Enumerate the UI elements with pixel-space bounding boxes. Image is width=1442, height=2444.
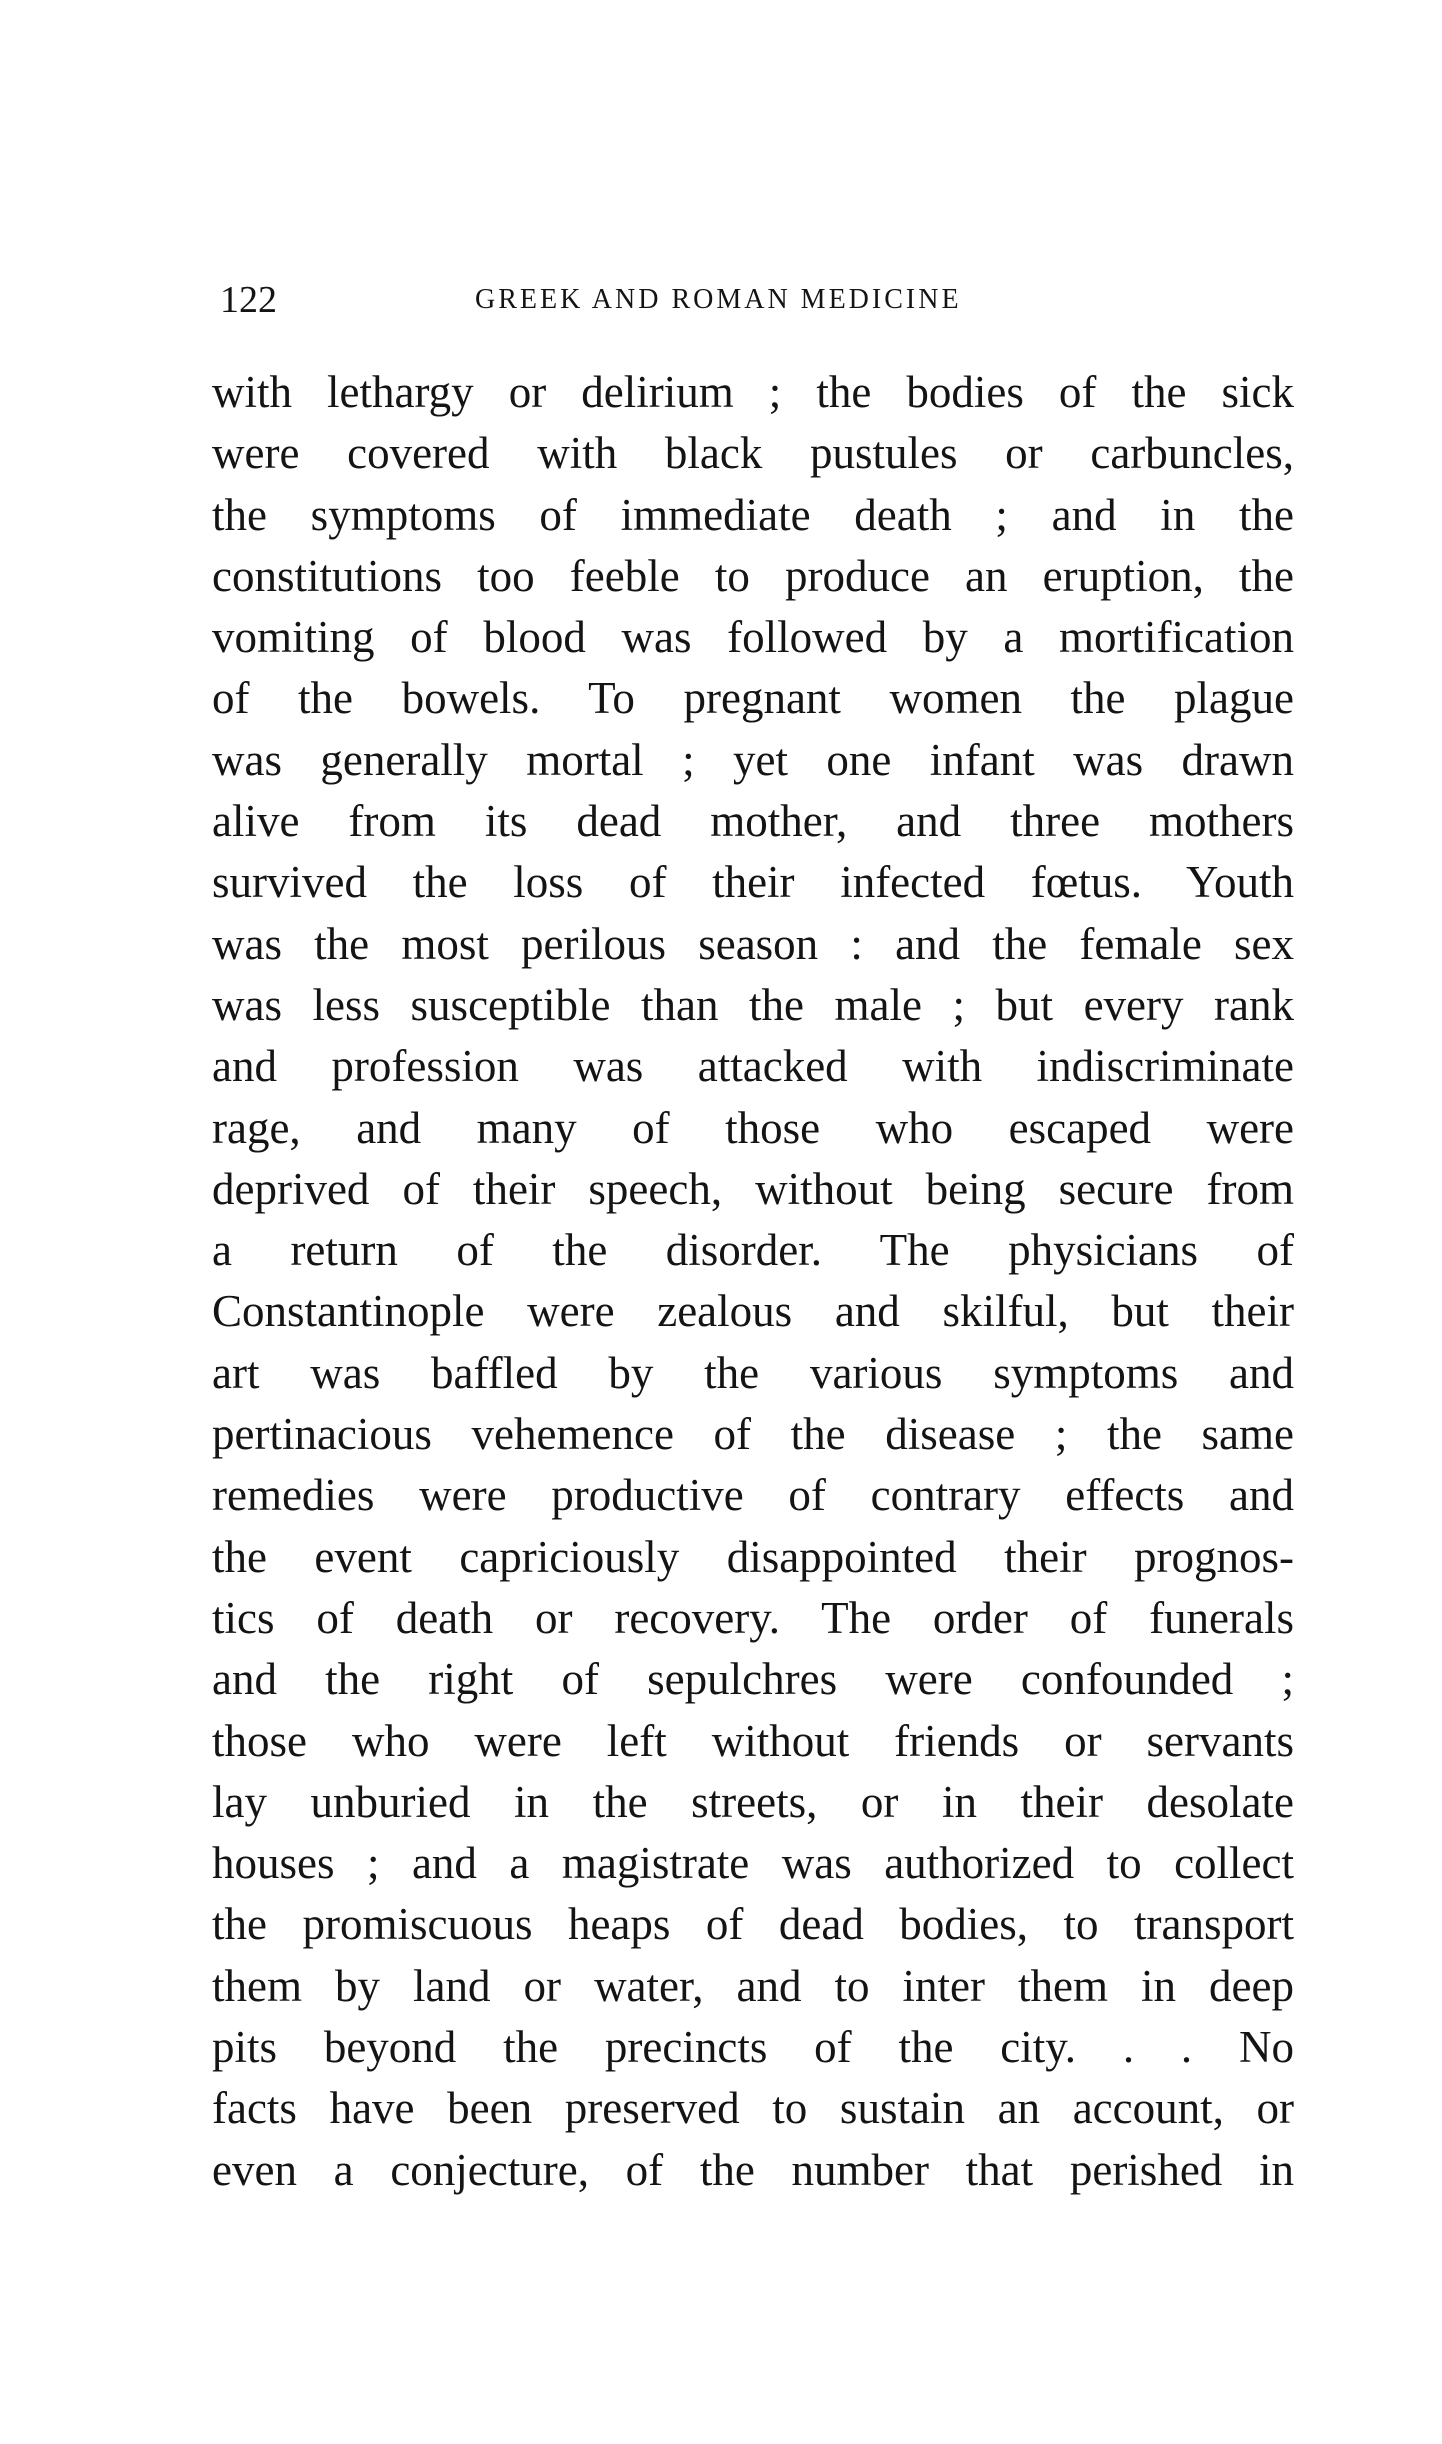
text-line: alive from its dead mother, and three mothers — [212, 796, 1294, 847]
text-line: with lethargy or delirium ; the bodies of the sick — [212, 367, 1294, 417]
text-line: houses ; and a magistrate was authorized to collect — [212, 1838, 1294, 1889]
text-line: remedies were productive of contrary effects and — [212, 1470, 1294, 1521]
page-number: 122 — [220, 279, 277, 321]
text-line: facts have been preserved to sustain an account, or — [212, 2083, 1294, 2134]
text-line: tics of death or recovery. The order of funerals — [212, 1592, 1294, 1643]
text-line: constitutions too feeble to produce an eruption, the — [212, 550, 1294, 601]
text-line: lay unburied in the streets, or in their desolate — [212, 1776, 1294, 1827]
text-line: Constantinople were zealous and skilful, but their — [212, 1286, 1294, 1337]
text-line: vomiting of blood was followed by a mortification — [212, 612, 1294, 663]
text-line: and profession was attacked with indiscriminate — [212, 1041, 1294, 1092]
text-line: was generally mortal ; yet one infant was drawn — [212, 734, 1294, 785]
text-line: art was baffled by the various symptoms and — [212, 1347, 1294, 1398]
text-line: a return of the disorder. The physicians of — [212, 1225, 1294, 1276]
text-line: even a conjecture, of the number that perished in — [212, 2144, 1294, 2195]
text-line: them by land or water, and to inter them in deep — [212, 1960, 1294, 2011]
text-line: survived the loss of their infected fœtus. Youth — [212, 857, 1294, 908]
text-line: deprived of their speech, without being secure from — [212, 1163, 1294, 1214]
text-line: rage, and many of those who escaped were — [212, 1102, 1294, 1153]
text-line: pertinacious vehemence of the disease ; the same — [212, 1409, 1294, 1460]
text-line: the promiscuous heaps of dead bodies, to transport — [212, 1899, 1294, 1950]
text-line: those who were left without friends or servants — [212, 1715, 1294, 1766]
text-line: was the most perilous season : and the female sex — [212, 918, 1294, 969]
text-line: the symptoms of immediate death ; and in the — [212, 489, 1294, 540]
text-line: pits beyond the precincts of the city. . . No — [212, 2022, 1294, 2073]
text-line: and the right of sepulchres were confounded ; — [212, 1654, 1294, 1705]
text-line: of the bowels. To pregnant women the plague — [212, 673, 1294, 724]
running-title: GREEK AND ROMAN MEDICINE — [475, 284, 962, 315]
text-line: was less susceptible than the male ; but every rank — [212, 979, 1294, 1030]
page-header — [220, 270, 1300, 330]
text-line: the event capriciously disappointed their prognos- — [212, 1531, 1294, 1582]
body-text — [212, 362, 1294, 2201]
text-line: were covered with black pustules or carbuncles, — [212, 428, 1294, 479]
